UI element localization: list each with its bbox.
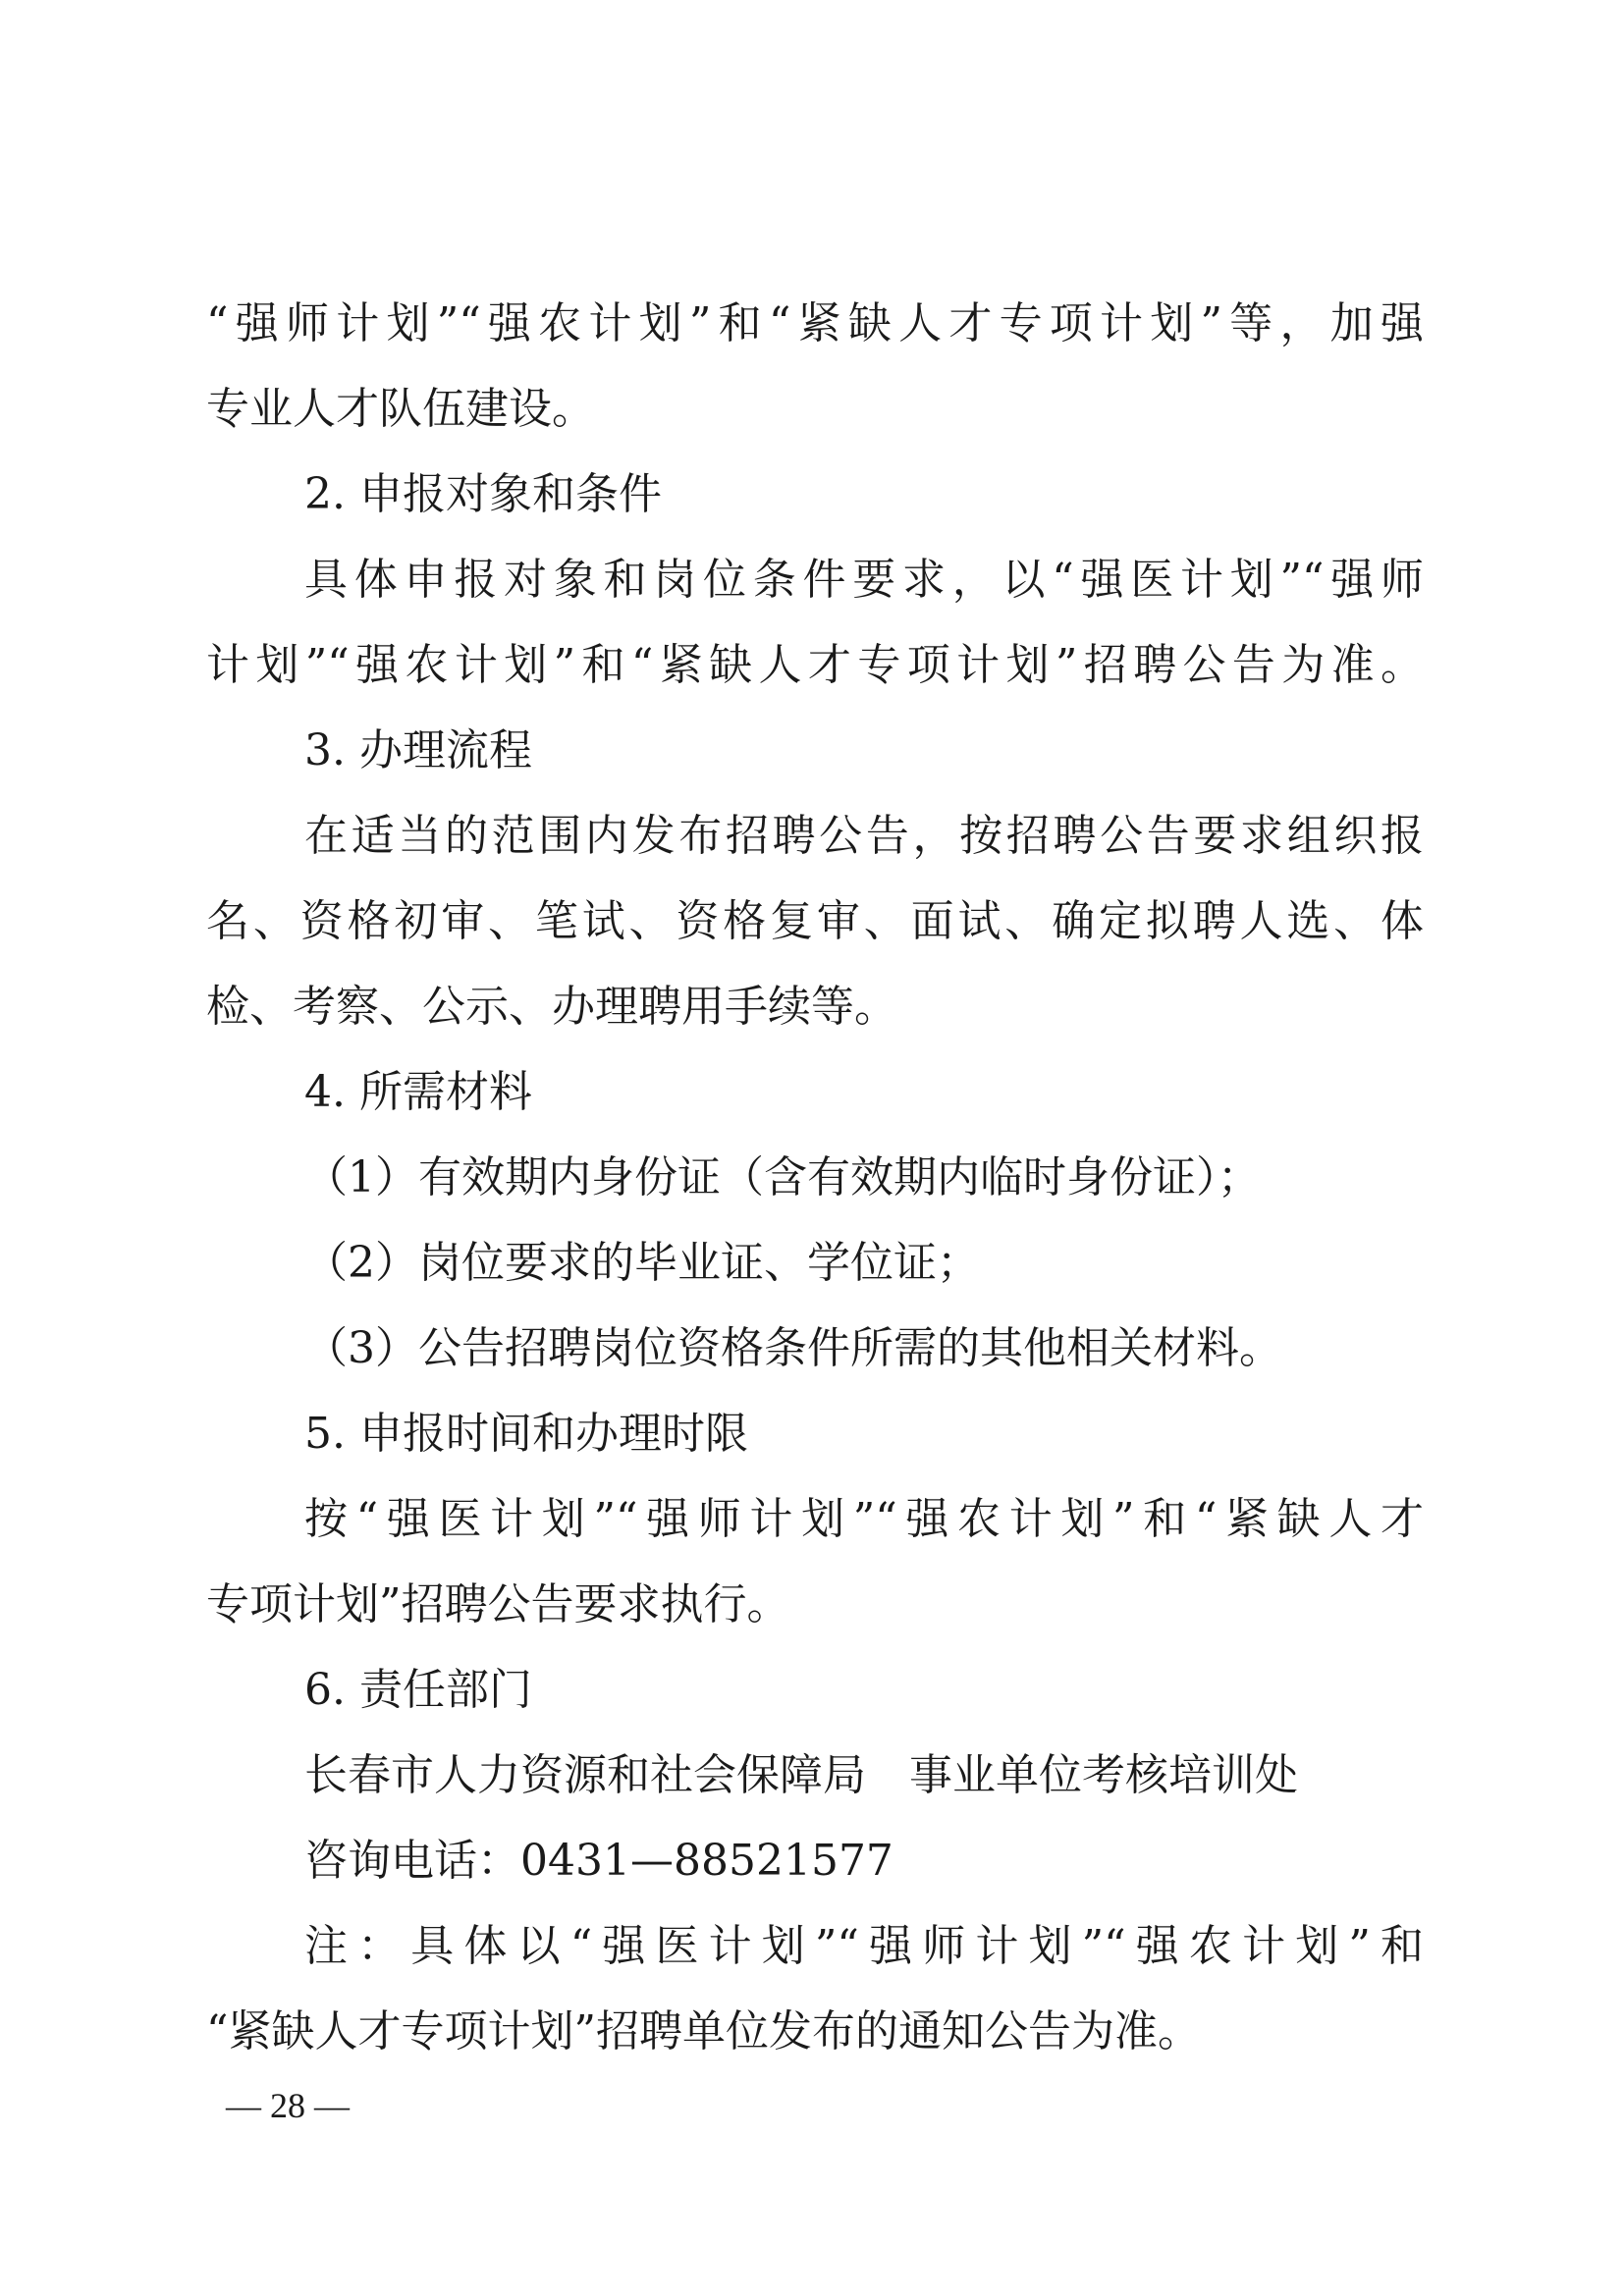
- list-item: （2）岗位要求的毕业证、学位证；: [304, 1238, 980, 1288]
- section-heading: 5. 申报时间和办理时限: [304, 1409, 748, 1459]
- section-heading: 4. 所需材料: [304, 1067, 532, 1117]
- paragraph-line: 长春市人力资源和社会保障局 事业单位考核培训处: [304, 1750, 1298, 1800]
- paragraph-line: 具体申报对象和岗位条件要求，以“强医计划”“强师: [304, 555, 1424, 605]
- list-item: （1）有效期内身份证（含有效期内临时身份证）；: [304, 1152, 1261, 1202]
- page-number: — 28 —: [226, 2086, 350, 2125]
- list-item: （3）公告招聘岗位资格条件所需的其他相关材料。: [304, 1323, 1282, 1373]
- paragraph-line: 专业人才队伍建设。: [206, 384, 595, 434]
- paragraph-line: 计划”“强农计划”和“紧缺人才专项计划”招聘公告为准。: [206, 640, 1424, 690]
- paragraph-line: 检、考察、公示、办理聘用手续等。: [206, 982, 897, 1032]
- paragraph-line: 按“强医计划”“强师计划”“强农计划”和“紧缺人才: [304, 1494, 1424, 1544]
- paragraph-line: “强师计划”“强农计划”和“紧缺人才专项计划”等，加强: [206, 298, 1424, 348]
- contact-phone: 咨询电话：0431—88521577: [304, 1836, 893, 1886]
- note-line: 注：具体以“强医计划”“强师计划”“强农计划”和: [304, 1921, 1424, 1971]
- section-heading: 2. 申报对象和条件: [304, 469, 662, 519]
- section-heading: 3. 办理流程: [304, 725, 532, 775]
- paragraph-line: 在适当的范围内发布招聘公告，按招聘公告要求组织报: [304, 811, 1424, 861]
- paragraph-line: 名、资格初审、笔试、资格复审、面试、确定拟聘人选、体: [206, 896, 1424, 946]
- paragraph-line: 专项计划”招聘公告要求执行。: [206, 1579, 790, 1629]
- section-heading: 6. 责任部门: [304, 1665, 532, 1715]
- note-line: “紧缺人才专项计划”招聘单位发布的通知公告为准。: [206, 2006, 1201, 2056]
